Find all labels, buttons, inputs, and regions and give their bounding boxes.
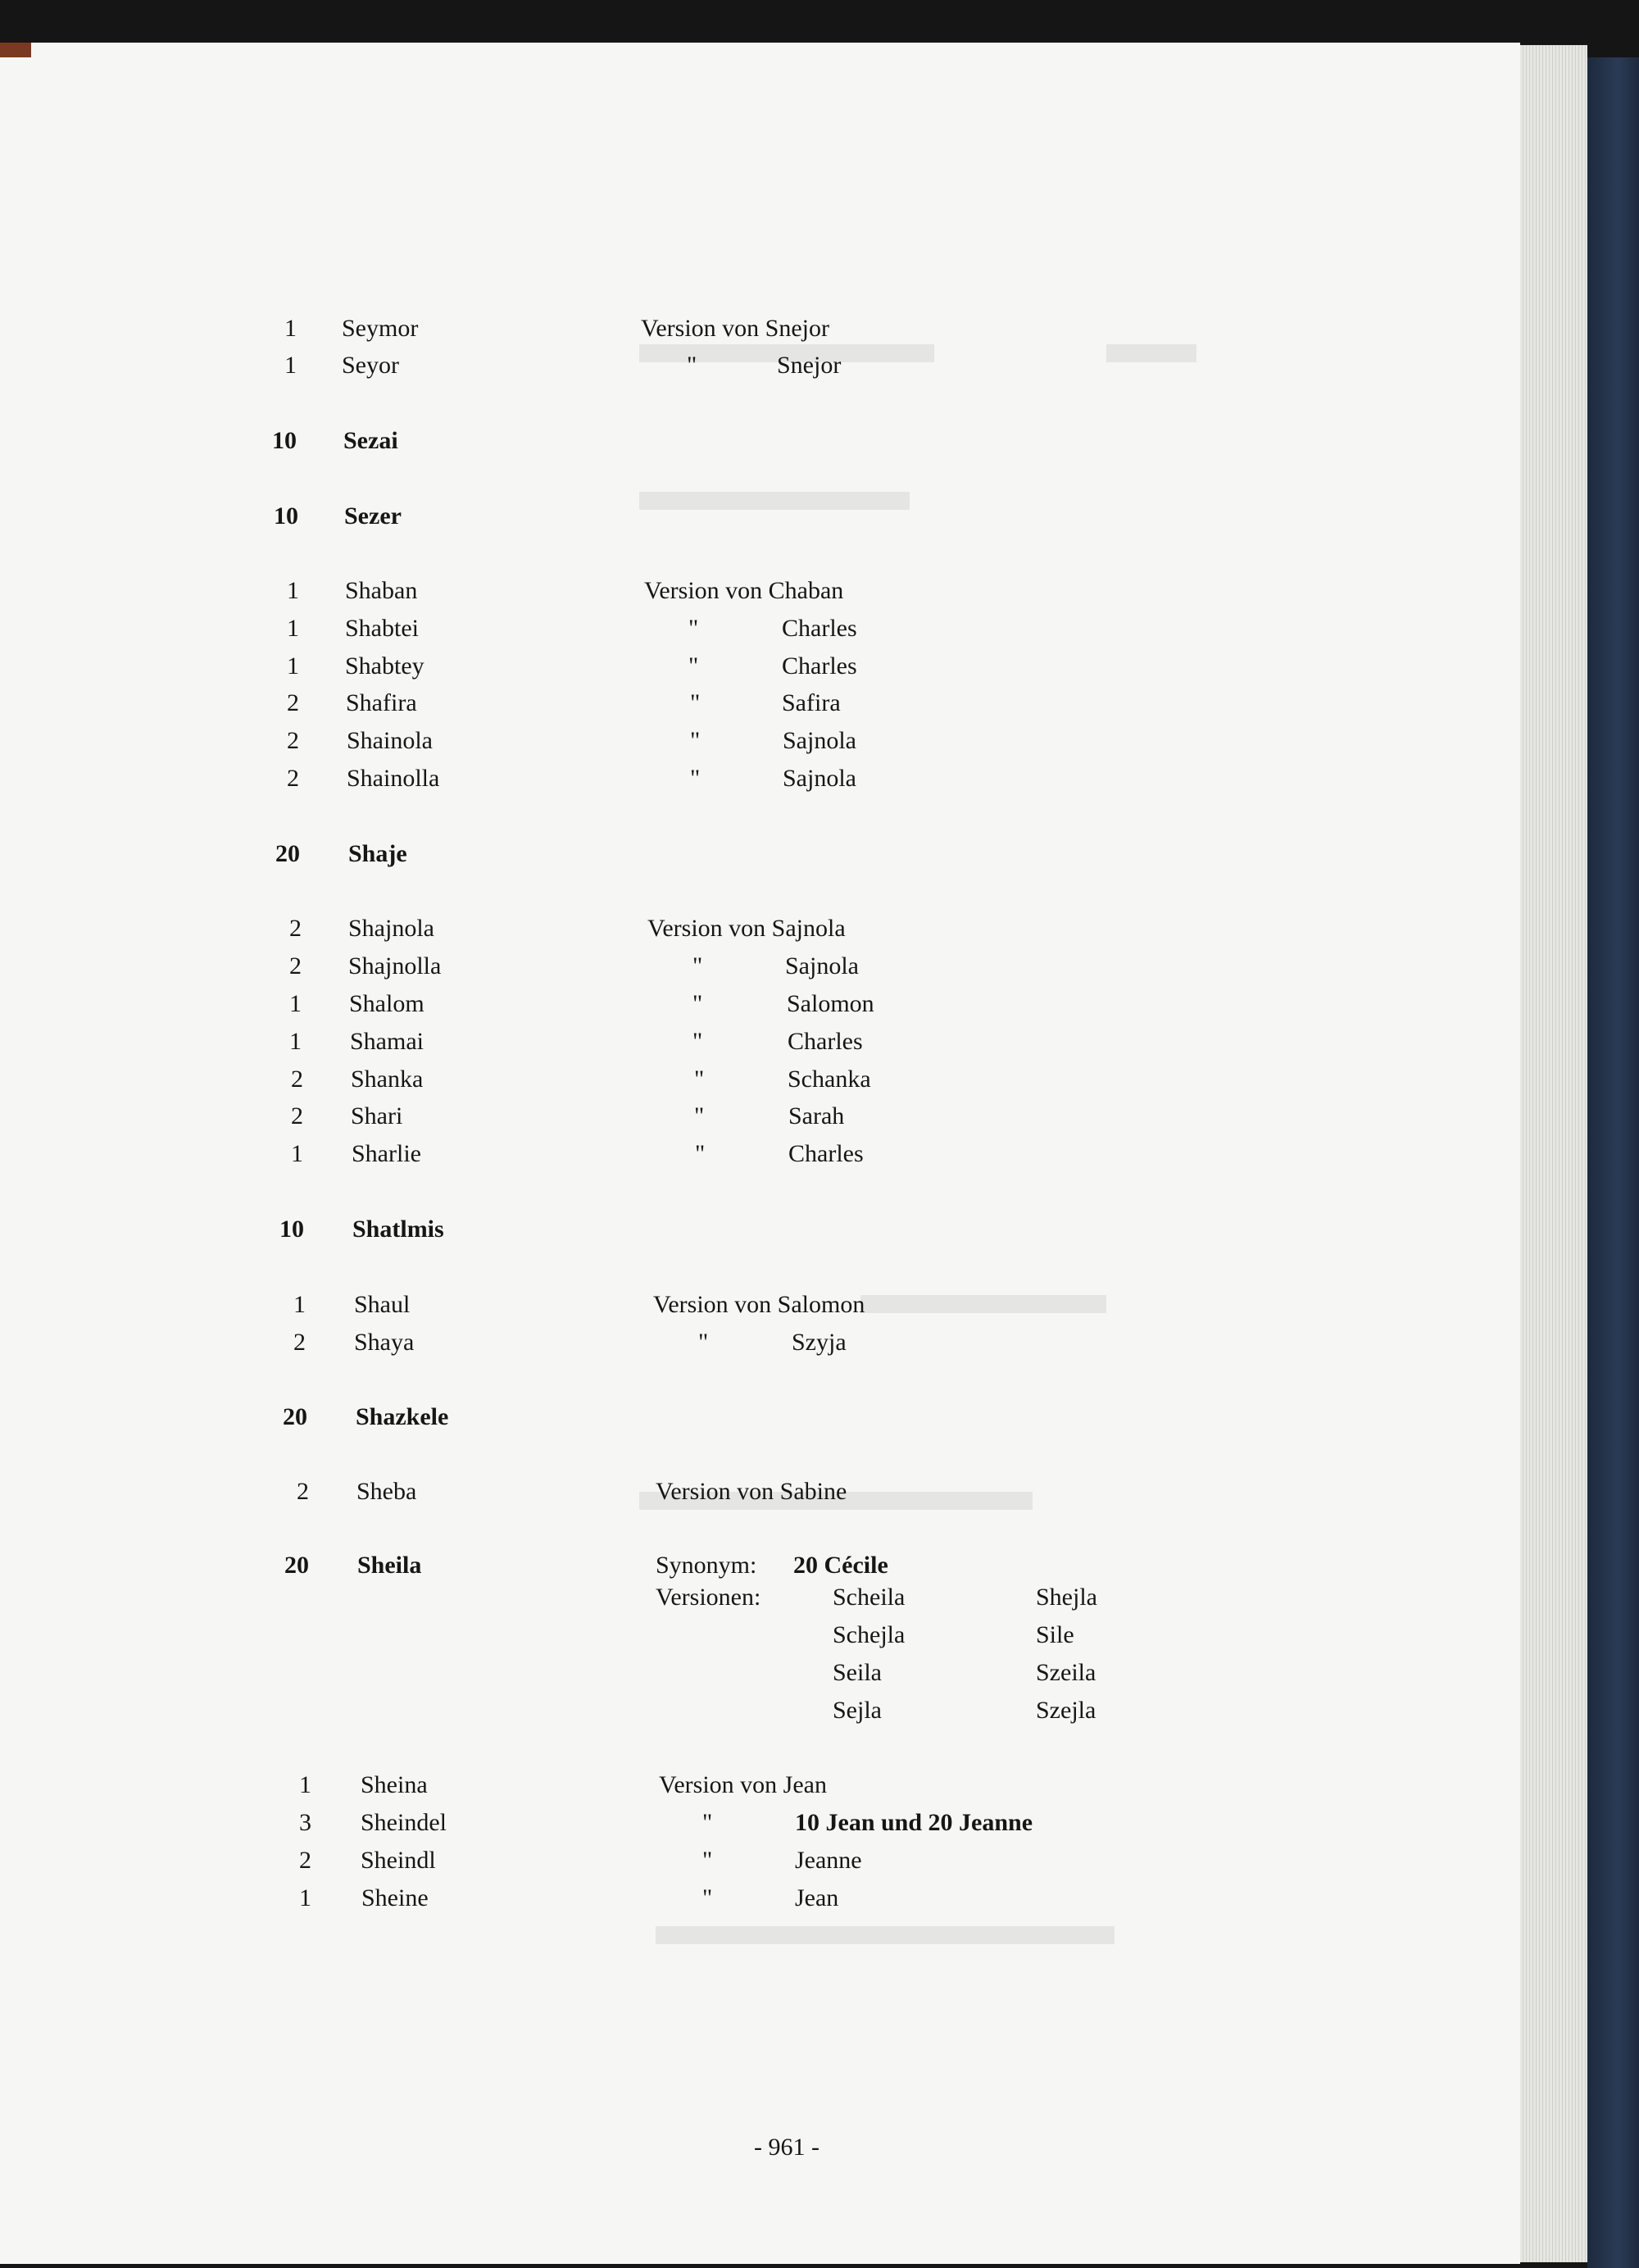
entry-count: 1 — [284, 315, 297, 342]
entry-row — [0, 422, 1520, 460]
version-item: Szeila — [1036, 1659, 1096, 1686]
entry-row — [0, 498, 1520, 535]
entry-row — [0, 1135, 1520, 1173]
entry-reference: Salomon — [787, 990, 874, 1017]
versions-row — [0, 1692, 1520, 1729]
entry-row — [0, 1211, 1520, 1248]
ditto-mark: " — [688, 615, 699, 642]
synonym-value: 20 Cécile — [793, 1552, 888, 1579]
entry-name: Sharlie — [352, 1140, 421, 1167]
ditto-mark: " — [702, 1847, 713, 1874]
entry-row — [0, 1324, 1520, 1361]
entry-reference: Sajnola — [785, 952, 859, 979]
entry-note: Version von Jean — [659, 1771, 827, 1798]
entry-count: 2 — [291, 1102, 303, 1129]
entry-count: 2 — [287, 765, 299, 792]
entry-name: Shazkele — [356, 1403, 449, 1430]
entry-row — [0, 1879, 1520, 1917]
ditto-mark: " — [692, 952, 703, 979]
version-item: Sejla — [833, 1697, 882, 1724]
entry-row — [0, 310, 1520, 348]
entry-count: 2 — [293, 1329, 306, 1356]
entry-name: Shamai — [350, 1028, 424, 1055]
entry-row — [0, 347, 1520, 384]
ditto-mark: " — [692, 1028, 703, 1055]
entry-name: Sheine — [361, 1884, 429, 1911]
entry-row — [0, 948, 1520, 985]
entry-name: Shabtei — [345, 615, 419, 642]
entry-name: Sheindl — [361, 1847, 436, 1874]
entry-reference: Safira — [782, 689, 841, 716]
entry-count: 1 — [287, 652, 299, 679]
entry-count: 1 — [289, 1028, 302, 1055]
entry-row — [0, 1061, 1520, 1098]
entry-count: 20 — [275, 840, 300, 867]
entry-row — [0, 572, 1520, 610]
entry-reference: Schanka — [788, 1066, 871, 1093]
entry-note: Version von Sajnola — [647, 915, 846, 942]
entry-reference: Charles — [782, 652, 857, 679]
entry-name: Shajnolla — [348, 952, 442, 979]
version-item: Shejla — [1036, 1584, 1097, 1611]
ditto-mark: " — [702, 1809, 713, 1836]
entry-row — [0, 760, 1520, 798]
page-number: - 961 - — [754, 2134, 820, 2161]
entry-reference: 10 Jean und 20 Jeanne — [795, 1809, 1033, 1836]
entry-name: Shaje — [348, 840, 407, 867]
entry-reference: Sajnola — [783, 765, 856, 792]
entry-name: Sezer — [344, 502, 402, 530]
entry-row — [0, 1098, 1520, 1135]
entry-note: Version von Sabine — [656, 1478, 847, 1505]
entry-count: 10 — [274, 502, 298, 530]
entry-row — [0, 1473, 1520, 1511]
version-item: Seila — [833, 1659, 882, 1686]
entry-count: 20 — [284, 1552, 309, 1579]
version-item: Szejla — [1036, 1697, 1096, 1724]
ditto-mark: " — [688, 652, 699, 679]
entry-reference: Sajnola — [783, 727, 856, 754]
entry-name: Shaul — [354, 1291, 411, 1318]
entry-count: 1 — [287, 615, 299, 642]
ditto-mark: " — [690, 689, 701, 716]
entry-name: Sezai — [343, 427, 398, 454]
version-item: Sile — [1036, 1621, 1074, 1648]
entry-row — [0, 1766, 1520, 1804]
entry-reference: Jeanne — [795, 1847, 862, 1874]
entry-name: Sheindel — [361, 1809, 447, 1836]
entry-count: 3 — [299, 1809, 311, 1836]
entry-row — [0, 1023, 1520, 1061]
page-edges — [1520, 45, 1587, 2262]
entry-count: 2 — [291, 1066, 303, 1093]
entry-note: Version von Salomon — [653, 1291, 865, 1318]
entry-count: 20 — [283, 1403, 307, 1430]
ditto-mark: " — [694, 1066, 705, 1093]
entry-count: 1 — [293, 1291, 306, 1318]
entry-count: 2 — [287, 689, 299, 716]
ditto-mark: " — [690, 765, 701, 792]
entry-count: 10 — [272, 427, 297, 454]
ditto-mark: " — [692, 990, 703, 1017]
entry-name: Sheba — [356, 1478, 417, 1505]
entry-name: Sheila — [357, 1552, 422, 1579]
entry-count: 1 — [291, 1140, 303, 1167]
entry-count: 2 — [299, 1847, 311, 1874]
versions-row — [0, 1616, 1520, 1654]
entry-row — [0, 1398, 1520, 1436]
synonym-label: Synonym: — [656, 1552, 757, 1579]
entry-name: Shaban — [345, 577, 418, 604]
entry-row — [0, 648, 1520, 685]
entry-row — [0, 910, 1520, 948]
entry-row — [0, 722, 1520, 760]
versions-row — [0, 1654, 1520, 1692]
ditto-mark: " — [702, 1884, 713, 1911]
ditto-mark: " — [690, 727, 701, 754]
book-cover-edge — [1587, 57, 1639, 2268]
entry-row — [0, 610, 1520, 648]
entry-name: Shatlmis — [352, 1216, 444, 1243]
entry-name: Shanka — [351, 1066, 424, 1093]
versions-label: Versionen: — [656, 1584, 761, 1611]
entry-name: Sheina — [361, 1771, 428, 1798]
entry-name: Shafira — [346, 689, 417, 716]
ditto-mark: " — [698, 1329, 709, 1356]
entry-count: 1 — [299, 1771, 311, 1798]
entry-count: 1 — [284, 352, 297, 379]
entry-reference: Szyja — [792, 1329, 847, 1356]
entry-note: Version von Snejor — [641, 315, 829, 342]
entry-count: 10 — [279, 1216, 304, 1243]
entry-name: Shajnola — [348, 915, 434, 942]
entry-count: 2 — [289, 915, 302, 942]
entry-name: Shaya — [354, 1329, 415, 1356]
entry-count: 1 — [287, 577, 299, 604]
entry-name: Shainolla — [347, 765, 440, 792]
entry-reference: Charles — [788, 1028, 863, 1055]
ditto-mark: " — [687, 352, 697, 379]
entry-reference: Snejor — [777, 352, 842, 379]
entry-count: 2 — [297, 1478, 309, 1505]
entry-row — [0, 1286, 1520, 1324]
entry-name: Seyor — [342, 352, 399, 379]
entry-count: 2 — [289, 952, 302, 979]
entry-name: Seymor — [342, 315, 419, 342]
entry-name: Shabtey — [345, 652, 425, 679]
entry-reference: Jean — [795, 1884, 839, 1911]
entry-count: 2 — [287, 727, 299, 754]
entry-count: 1 — [289, 990, 302, 1017]
entry-name: Shalom — [349, 990, 425, 1017]
version-item: Schejla — [833, 1621, 906, 1648]
entry-row — [0, 1804, 1520, 1842]
entry-row — [0, 835, 1520, 873]
entry-name: Shainola — [347, 727, 433, 754]
ditto-mark: " — [694, 1102, 705, 1129]
entry-row — [0, 684, 1520, 722]
entry-row — [0, 1842, 1520, 1879]
versions-row — [0, 1579, 1520, 1616]
version-item: Scheila — [833, 1584, 906, 1611]
entry-note: Version von Chaban — [644, 577, 844, 604]
entry-row — [0, 985, 1520, 1023]
entry-name: Shari — [351, 1102, 403, 1129]
entry-reference: Charles — [788, 1140, 864, 1167]
entry-count: 1 — [299, 1884, 311, 1911]
entry-reference: Sarah — [788, 1102, 845, 1129]
ditto-mark: " — [695, 1140, 706, 1167]
entry-reference: Charles — [782, 615, 857, 642]
